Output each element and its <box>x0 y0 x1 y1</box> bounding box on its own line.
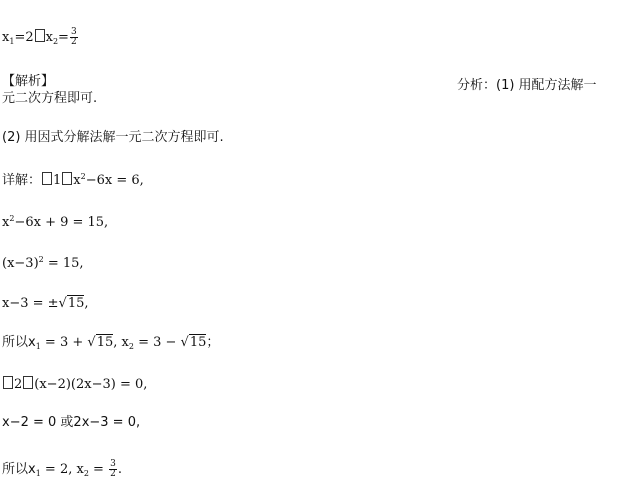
missing-glyph-box <box>35 29 45 42</box>
sqrt-symbol: √15 <box>87 335 114 350</box>
fraction <box>70 28 78 47</box>
equation: = 3 + <box>40 335 88 350</box>
step-square-form <box>2 256 84 273</box>
detail-line <box>2 172 144 190</box>
equation-rest: −6x = 6, <box>85 173 144 188</box>
var-x2: x <box>45 30 53 45</box>
missing-glyph-box <box>62 172 72 185</box>
equation: (x−3) <box>2 256 39 271</box>
radicand: 15 <box>189 335 207 350</box>
step-zero-product <box>2 415 140 431</box>
var-x1: x <box>2 30 10 45</box>
equation: 所以x <box>2 462 36 477</box>
radicand: 15 <box>96 335 114 350</box>
missing-glyph-box <box>23 376 33 389</box>
equation: x <box>2 215 10 230</box>
equation-rest: = 15, <box>43 256 84 271</box>
fraction <box>109 460 117 479</box>
equation: = 3 − <box>133 335 181 350</box>
step-roots-1 <box>2 335 219 352</box>
superscript: 2 <box>38 255 44 264</box>
analysis-continuation: 元二次方程即可. <box>2 91 98 106</box>
superscript: 2 <box>80 172 86 181</box>
equation: x−3 = ± <box>2 296 59 311</box>
denominator: 2 <box>110 469 116 479</box>
analysis-text: 分析：(1) 用配方法解一 <box>457 78 597 93</box>
subscript: 2 <box>52 37 59 46</box>
equals: = <box>58 30 69 45</box>
equation: = 2, x <box>40 462 84 477</box>
value: =2 <box>14 30 34 45</box>
radicand: 15 <box>67 296 85 311</box>
missing-glyph-box <box>42 172 52 185</box>
step-factor <box>2 376 147 393</box>
equation-rest: −6x + 9 = 15, <box>14 215 109 230</box>
denominator: 2 <box>70 37 77 47</box>
solution-summary-line <box>2 28 79 47</box>
equation: x−2 = 0 或2x−3 = 0, <box>2 415 141 430</box>
subscript: 1 <box>9 37 15 46</box>
punctuation: . <box>117 462 122 477</box>
missing-glyph-box <box>3 376 13 389</box>
punctuation: , <box>84 296 89 311</box>
equation: = <box>88 462 109 477</box>
equation: x <box>73 173 81 188</box>
part-number: 2 <box>14 377 23 392</box>
punctuation: ； <box>206 335 220 350</box>
equation: , x <box>113 335 129 350</box>
analysis-heading: 【解析】 <box>2 74 55 89</box>
subscript: 2 <box>83 469 89 478</box>
step-square-root <box>2 296 89 312</box>
step-roots-2 <box>2 460 122 479</box>
sqrt-symbol: √15 <box>180 335 207 350</box>
sqrt-symbol: √15 <box>58 296 85 311</box>
part2-description: (2) 用因式分解法解一元二次方程即可. <box>2 130 224 145</box>
subscript: 1 <box>35 469 41 478</box>
numerator: 3 <box>70 27 77 37</box>
part-number: 1 <box>53 173 62 188</box>
numerator: 3 <box>110 459 116 469</box>
equation: (x−2)(2x−3) = 0, <box>34 377 148 392</box>
detail-label: 详解： <box>2 173 42 188</box>
subscript: 1 <box>35 342 41 351</box>
subscript: 2 <box>128 342 134 351</box>
superscript: 2 <box>9 214 15 223</box>
equation: 所以x <box>2 335 36 350</box>
step-complete-square <box>2 215 108 232</box>
